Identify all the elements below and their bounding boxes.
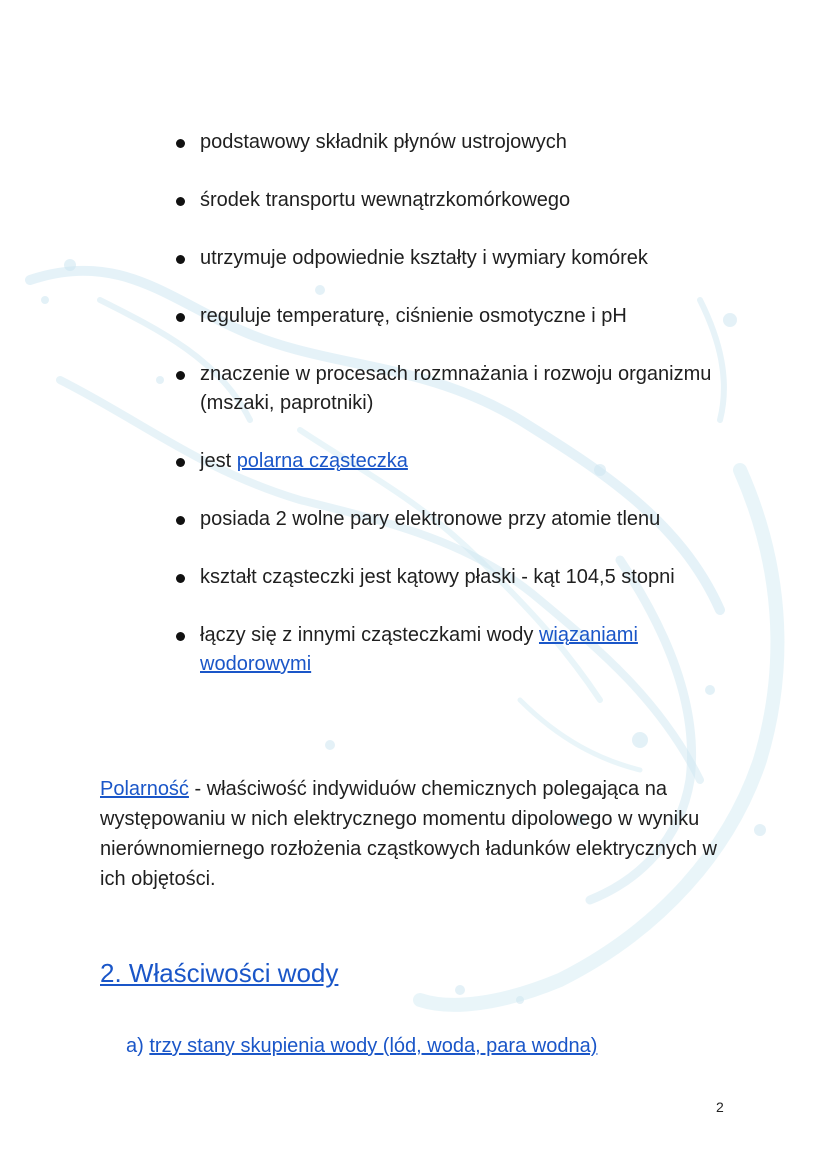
- subheading-link[interactable]: trzy stany skupienia wody (lód, woda, para wodna): [149, 1035, 598, 1057]
- section-heading: [100, 956, 338, 990]
- polarity-definition: [100, 774, 740, 894]
- polarity-term-link[interactable]: Polarność: [100, 778, 189, 800]
- bullet-icon: [176, 574, 185, 583]
- bullet-icon: [176, 371, 185, 380]
- bullet-icon: [176, 632, 185, 641]
- list-item: reguluje temperaturę, ciśnienie osmotyczne i pH: [172, 302, 742, 331]
- bullet-icon: [176, 313, 185, 322]
- list-item: znaczenie w procesach rozmnażania i rozwoju organizmu (mszaki, paprotniki): [172, 360, 742, 418]
- list-item: utrzymuje odpowiednie kształty i wymiary komórek: [172, 244, 742, 273]
- list-item: środek transportu wewnątrzkomórkowego: [172, 186, 742, 215]
- page-number: 2: [716, 1099, 724, 1115]
- definition-text: - właściwość indywiduów chemicznych polegająca na występowaniu w nich elektrycznego momentu dipolowego w wyniku nierównomiernego rozłożenia cząstkowych ładunków elektrycznych w ich objętości.: [100, 778, 717, 890]
- properties-list: [172, 128, 742, 708]
- list-item: podstawowy składnik płynów ustrojowych: [172, 128, 742, 157]
- list-item: jest polarna cząsteczka: [172, 447, 742, 476]
- bullet-icon: [176, 458, 185, 467]
- bullet-icon: [176, 516, 185, 525]
- list-item: posiada 2 wolne pary elektronowe przy atomie tlenu: [172, 505, 742, 534]
- bullet-icon: [176, 139, 185, 148]
- subheading-letter: a): [126, 1035, 144, 1057]
- polar-molecule-link[interactable]: polarna cząsteczka: [236, 450, 408, 472]
- hydrogen-bonds-link[interactable]: wiązaniami wodorowymi: [200, 624, 638, 675]
- bullet-icon: [176, 197, 185, 206]
- list-item: łączy się z innymi cząsteczkami wody wiązaniami wodorowymi: [172, 621, 742, 679]
- subheading: [126, 1032, 597, 1060]
- list-item: kształt cząsteczki jest kątowy płaski - kąt 104,5 stopni: [172, 563, 742, 592]
- section-heading-link[interactable]: 2. Właściwości wody: [100, 958, 339, 988]
- bullet-icon: [176, 255, 185, 264]
